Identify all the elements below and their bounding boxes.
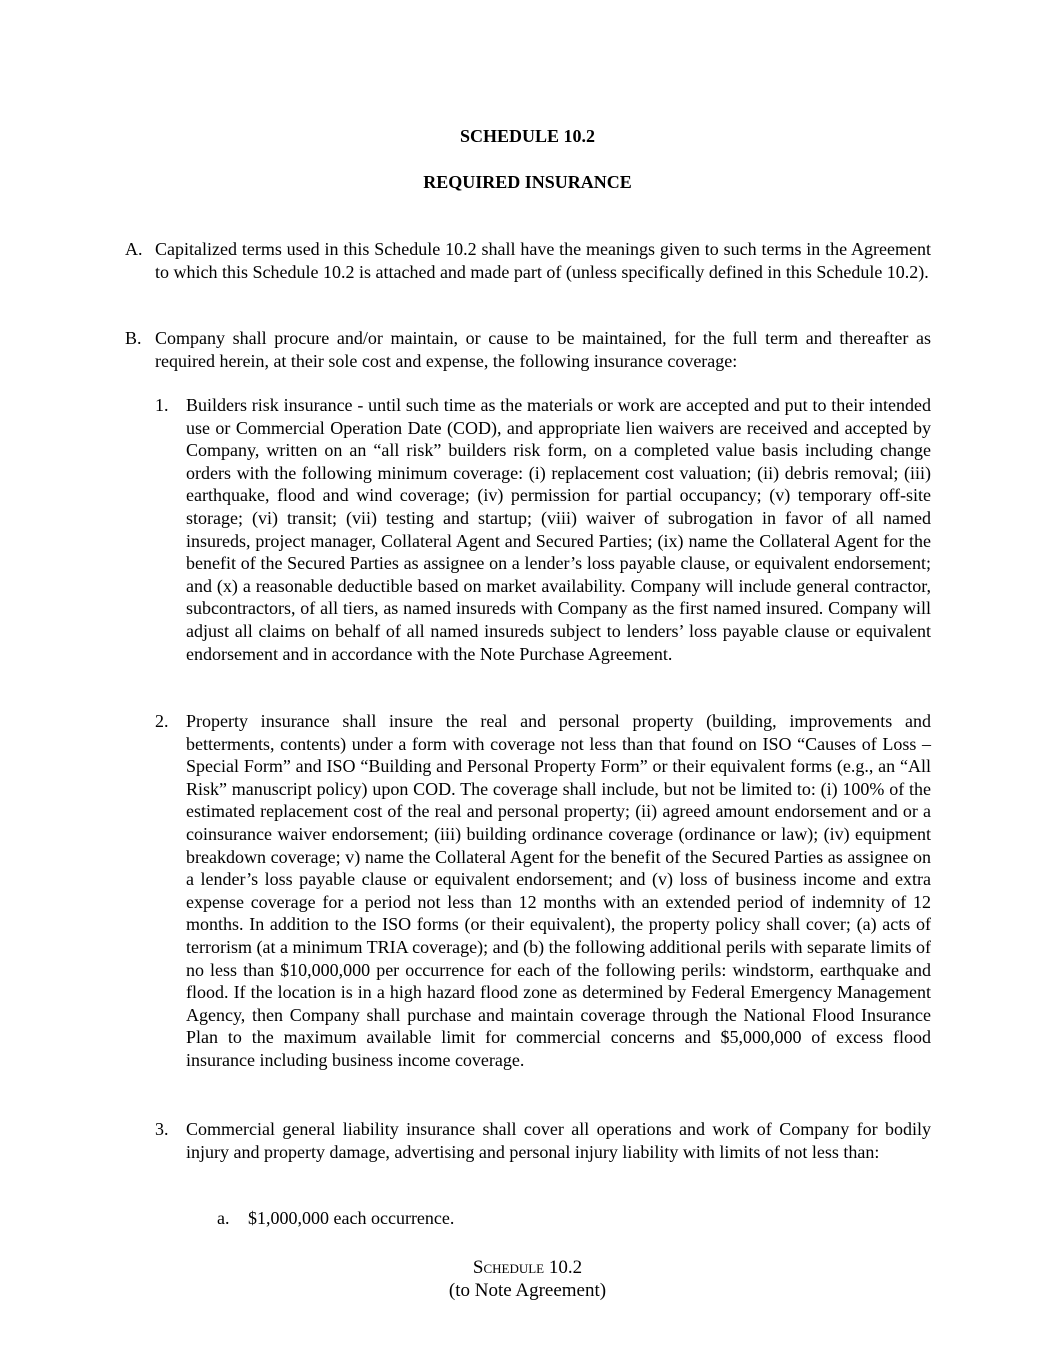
section-a-marker: A. <box>125 239 143 259</box>
footer-schedule-label: Schedule 10.2 <box>472 1257 583 1278</box>
item-1-marker: 1. <box>155 395 169 415</box>
item-2-marker: 2. <box>155 711 169 731</box>
schedule-title: SCHEDULE 10.2 <box>459 126 596 146</box>
subitem-a-marker: a. <box>217 1208 230 1228</box>
section-b-marker: B. <box>125 328 142 348</box>
section-b-text: Company shall procure and/or maintain, or cause to be maintained, for the full term and thereafter as required herein, at their sole cost and expense, the following insurance coverage: <box>155 328 931 371</box>
document-subtitle: REQUIRED INSURANCE <box>423 172 632 192</box>
item-2-property-insurance-text: Property insurance shall insure the real and personal property (building, improvements and betterments, contents) under a form with coverage not less than that found on ISO “Causes of Loss – Special Form” and ISO “Building and Personal Property Form” or their equivalent forms (e.g., an “All Risk” manuscript policy) upon COD. The coverage shall include, but not be limited to: (i) 100% of the estimated replacement cost of the real and personal property; (ii) agreed amount endorsement and or a coinsurance waiver endorsement; (iii) building ordinance coverage (ordinance or law); (iv) equipment breakdown coverage; v) name the Collateral Agent for the benefit of the Secured Parties as assignee on a lender’s loss payable clause or equivalent endorsement; and (v) loss of business income and extra expense coverage for a period not less than 12 months with an extended period of indemnity of 12 months. In addition to the ISO forms (or their equivalent), the property policy shall cover; (a) acts of terrorism (at a minimum TRIA coverage); and (b) the following additional perils with separate limits of no less than $10,000,000 per occurrence for each of the following perils: windstorm, earthquake and flood. If the location is in a high hazard flood zone as determined by Federal Emergency Management Agency, then Company shall purchase and maintain coverage through the National Flood Insurance Plan to the maximum available limit for commercial concerns and $5,000,000 of excess flood insurance including business income coverage. <box>186 711 931 1070</box>
section-a-text: Capitalized terms used in this Schedule 10.2 shall have the meanings given to such terms in the Agreement to which this Schedule 10.2 is attached and made part of (unless specifically defined in this Schedule 10.2). <box>155 239 931 282</box>
item-3-general-liability-text: Commercial general liability insurance shall cover all operations and work of Company for bodily injury and property damage, advertising and personal injury liability with limits of not less than: <box>186 1119 931 1162</box>
item-1-builders-risk-text: Builders risk insurance - until such time as the materials or work are accepted and put to their intended use or Commercial Operation Date (COD), and appropriate lien waivers are received and accepted by Company, written on an “all risk” builders risk form, on a completed value basis including change orders with the following minimum coverage: (i) replacement cost valuation; (ii) debris removal; (iii) earthquake, flood and wind coverage; (iv) permission for partial occupancy; (v) temporary off-site storage; (vi) transit; (vii) testing and startup; (viii) waiver of subrogation in favor of all named insureds, project manager, Collateral Agent and Secured Parties; (ix) name the Collateral Agent for the benefit of the Secured Parties as assignee on a lender’s loss payable clause, or equivalent endorsement; and (x) a reasonable deductible based on market availability. Company will include general contractor, subcontractors, of all tiers, as named insureds with Company as the first named insured. Company will adjust all claims on behalf of all named insureds subject to lenders’ loss payable clause or equivalent endorsement and in accordance with the Note Purchase Agreement. <box>186 395 931 664</box>
footer-agreement-label: (to Note Agreement) <box>448 1280 607 1301</box>
subitem-a-text: $1,000,000 each occurrence. <box>248 1208 455 1228</box>
item-3-marker: 3. <box>155 1119 169 1139</box>
